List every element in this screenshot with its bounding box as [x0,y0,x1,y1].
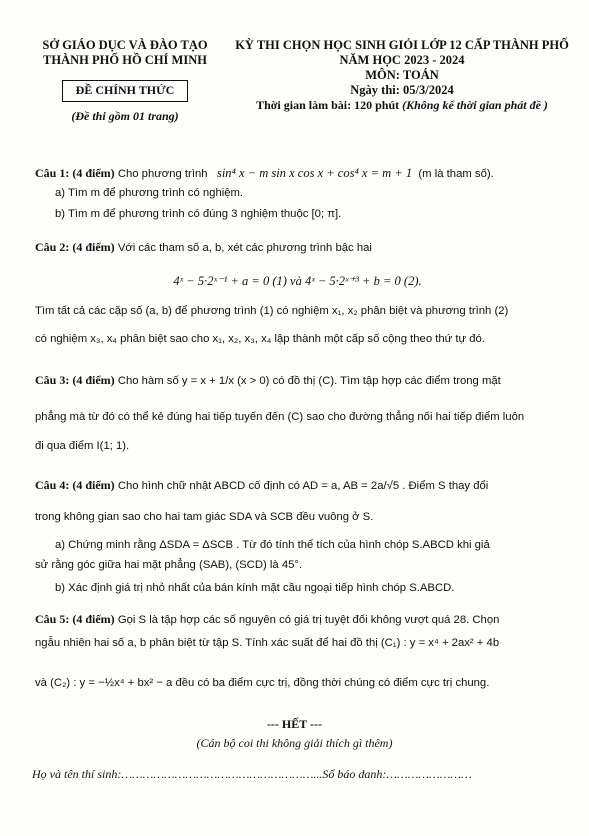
q1-heading: Câu 1: (4 điểm) [35,166,115,180]
q2-line-2: có nghiệm x₃, x₄ phân biệt sao cho x₁, x₂, x₃, x₄ lập thành một cấp số cộng theo thứ tự đó. [35,333,485,345]
department-block [30,38,220,124]
q3-line-1: Cho hàm số y = x + 1/x (x > 0) có đồ thị (C). Tìm tập hợp các điểm trong mặt [117,375,501,387]
q5-line-1: Gọi S là tập hợp các số nguyên có giá trị tuyệt đối không vượt quá 28. Chọn [117,614,500,626]
q4-line-2: trong không gian sao cho hai tam giác SDA và SCB đều vuông ở S. [35,511,374,523]
q3-heading: Câu 3: (4 điểm) [35,373,115,387]
question-3 [35,373,560,388]
q4-heading: Câu 4: (4 điểm) [35,478,115,492]
q5-line-3: và (C₂) : y = −½x⁴ + bx² − a đều có ba điểm cực trị, đồng thời chúng có điểm cực trị chung. [35,677,490,689]
q4-part-a-line-1: a) Chứng minh rằng ΔSDA = ΔSCB . Từ đó tính thể tích của hình chóp S.ABCD khi giả [55,539,490,551]
candidate-info-line: Họ và tên thí sinh:………………………………………………...Số báo danh:…………………… [32,767,472,781]
exam-date: Ngày thi: 05/3/2024 [350,83,454,97]
q4-line-1: Cho hình chữ nhật ABCD cố định có AD = a, AB = 2a/√5 . Điểm S thay đổi [117,480,489,492]
page-count-note: (Đề thi gồm 01 trang) [71,109,179,123]
time-label: Thời gian làm bài: 120 phút [256,98,400,112]
end-marker: --- HẾT --- [266,717,323,731]
question-2 [35,240,560,255]
question-5 [35,612,560,627]
q1-part-a: a) Tìm m để phương trình có nghiệm. [55,187,244,199]
department-name: SỞ GIÁO DỤC VÀ ĐÀO TẠO [42,38,208,52]
q3-line-2: phẳng mà từ đó có thể kẻ đúng hai tiếp tuyến đến (C) sao cho đường thẳng nối hai tiếp điểm luôn [35,411,525,423]
city-name: THÀNH PHỐ HỒ CHÍ MINH [43,53,207,67]
q4-part-a-line-2: sử rằng góc giữa hai mặt phẳng (SAB), (SCD) là 45°. [35,559,303,571]
q1-text: Cho phương trình [117,168,208,180]
q1-note: (m là tham số). [418,168,494,180]
official-exam-badge: ĐỀ CHÍNH THỨC [62,80,188,102]
q5-heading: Câu 5: (4 điểm) [35,612,115,626]
proctor-note: (Cán bộ coi thi không giải thích gì thêm) [196,736,393,750]
subject: MÔN: TOÁN [365,68,439,82]
q1-part-b: b) Tìm m để phương trình có đúng 3 nghiệm thuộc [0; π]. [55,208,342,220]
exam-title: KỲ THI CHỌN HỌC SINH GIỎI LỚP 12 CẤP THÀNH PHỐ [235,38,569,52]
q2-text: Với các tham số a, b, xét các phương trình bậc hai [117,242,372,254]
q2-equations: 4ˣ − 5·2ˣ⁻¹ + a = 0 (1) và 4ˣ − 5·2ˣ⁺³ + b = 0 (2). [173,274,422,288]
q5-line-2: ngẫu nhiên hai số a, b phân biệt từ tập S. Tính xác suất để hai đồ thị (C₁) : y = x⁴ + 2ax² + 4b [35,637,500,649]
school-year: NĂM HỌC 2023 - 2024 [339,53,465,67]
time-allowed [234,98,570,113]
q2-line-1: Tìm tất cả các cặp số (a, b) để phương trình (1) có nghiệm x₁, x₂ phân biệt và phương trình (2) [35,305,509,317]
q4-part-b: b) Xác định giá trị nhỏ nhất của bán kính mặt cầu ngoại tiếp hình chóp S.ABCD. [55,582,455,594]
q2-heading: Câu 2: (4 điểm) [35,240,115,254]
time-note: (Không kể thời gian phát đề ) [402,98,548,112]
question-1 [35,166,560,181]
question-4 [35,478,560,493]
exam-info-block [234,38,570,113]
q3-line-3: đi qua điểm I(1; 1). [35,440,130,452]
q1-equation: sin⁴ x − m sin x cos x + cos⁴ x = m + 1 [216,166,413,180]
